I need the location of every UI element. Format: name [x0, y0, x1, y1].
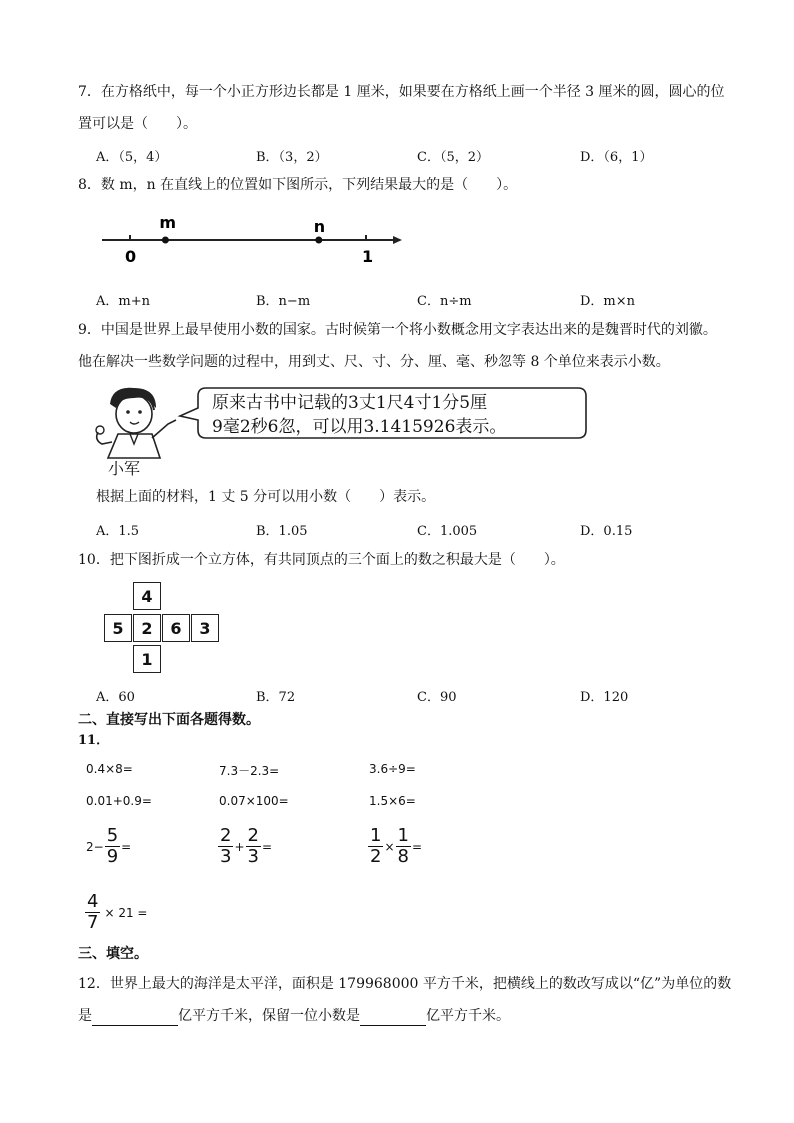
- net-face-left: 5: [104, 614, 132, 642]
- fraction-1-equals: =: [121, 839, 132, 854]
- fraction-1-whole: 2−: [86, 839, 104, 854]
- q8-option-b: B．n−m: [256, 294, 311, 309]
- calc-1: 0.4×8=: [86, 762, 133, 776]
- q8-option-c: C．n÷m: [417, 294, 472, 309]
- q9-question: 根据上面的材料，1 丈 5 分可以用小数（ ）表示。: [96, 489, 436, 505]
- calc-6: 1.5×6=: [369, 794, 416, 808]
- q12-blank-2[interactable]: [360, 1009, 426, 1026]
- q9-option-c: C．1.005: [417, 524, 478, 539]
- q10-option-a: A．60: [96, 690, 135, 705]
- bubble-line1: 原来古书中记载的3丈1尺4寸1分5厘: [212, 393, 488, 413]
- q10-line1: 10．把下图折成一个立方体，有共同顶点的三个面上的数之积最大是（ ）。: [78, 552, 565, 568]
- section3-title: 三、填空。: [78, 946, 148, 962]
- q8-option-d: D．m×n: [580, 294, 636, 309]
- q7-option-d: D．（6，1）: [580, 150, 653, 165]
- fraction-3a-denominator: 2: [370, 846, 382, 867]
- label-m: m: [159, 213, 177, 232]
- fraction-3-operator: ×: [384, 839, 395, 854]
- q10-option-c: C．90: [417, 690, 457, 705]
- q8-option-a: A．m+n: [96, 294, 150, 309]
- q12-line2: [78, 1006, 510, 1026]
- fraction-3b-denominator: 8: [397, 846, 409, 867]
- fraction-calc-4: [84, 892, 147, 933]
- calc-2: 7.3－2.3=: [219, 764, 280, 778]
- q7-option-b: B．（3，2）: [256, 150, 328, 165]
- fraction-4-numerator: 4: [87, 891, 99, 912]
- label-n: n: [313, 217, 326, 236]
- q12-blank-1[interactable]: [92, 1009, 178, 1026]
- fraction-3a-numerator: 1: [370, 825, 382, 846]
- fraction-calc-1: [86, 826, 131, 867]
- boy-figure: [96, 388, 176, 458]
- q9-option-d: D．0.15: [580, 524, 633, 539]
- fraction-3b-numerator: 1: [397, 825, 409, 846]
- fraction-4-denominator: 7: [87, 912, 99, 933]
- q10-option-d: D．120: [580, 690, 629, 705]
- q12-prefix: 是: [78, 1008, 92, 1024]
- bubble-line2: 9毫2秒6忽，可以用3.1415926表示。: [212, 417, 507, 437]
- point-n: [315, 237, 322, 244]
- q9-option-a: A．1.5: [96, 524, 140, 539]
- fraction-calc-3: [367, 826, 422, 867]
- net-face-right1: 6: [162, 614, 190, 642]
- fraction-1-numerator: 5: [106, 825, 119, 846]
- q11-number: 11．: [78, 733, 110, 748]
- q9-line1: 9．中国是世界上最早使用小数的国家。古时候第一个将小数概念用文字表达出来的是魏晋时代的刘徽。: [78, 322, 717, 338]
- xiaojun-illustration: [90, 382, 590, 478]
- fraction-2a-denominator: 3: [220, 846, 232, 867]
- fraction-3-equals: =: [411, 839, 423, 854]
- q12-suffix: 亿平方千米。: [426, 1008, 510, 1024]
- fraction-2-operator: +: [234, 839, 245, 854]
- q8-line1: 8．数 m，n 在直线上的位置如下图所示，下列结果最大的是（ ）。: [78, 177, 518, 193]
- q12-line1: 12．世界上最大的海洋是太平洋，面积是 179968000 平方千米，把横线上的数改写成以“亿”为单位的数: [78, 976, 732, 992]
- fraction-2b-denominator: 3: [247, 846, 259, 867]
- q7-line1: 7．在方格纸中，每一个小正方形边长都是 1 厘米，如果要在方格纸上画一个半径 3 厘米的圆，圆心的位: [78, 84, 725, 100]
- calc-5: 0.07×100=: [219, 794, 289, 808]
- net-face-bottom: 1: [133, 645, 161, 673]
- fraction-1-denominator: 9: [106, 846, 119, 867]
- fraction-2b-numerator: 2: [247, 825, 259, 846]
- label-zero: 0: [125, 247, 137, 266]
- q7-option-a: A．（5，4）: [96, 150, 168, 165]
- number-line-arrow: [393, 236, 402, 244]
- net-face-right2: 3: [191, 614, 219, 642]
- q7-line2: 置可以是（ ）。: [78, 116, 197, 132]
- q7-option-c: C．（5，2）: [417, 150, 489, 165]
- character-name: 小军: [108, 459, 141, 478]
- q9-option-b: B．1.05: [256, 524, 308, 539]
- fraction-4-tail: × 21 =: [104, 905, 148, 920]
- net-face-top: 4: [133, 582, 161, 610]
- q9-line2: 他在解决一些数学问题的过程中，用到丈、尺、寸、分、厘、毫、秒忽等 8 个单位来表示小数。: [78, 354, 670, 370]
- label-one: 1: [362, 247, 374, 266]
- q10-option-b: B．72: [256, 690, 296, 705]
- calc-3: 3.6÷9=: [369, 762, 416, 776]
- fraction-2-equals: =: [261, 839, 273, 854]
- fraction-calc-2: [217, 826, 272, 867]
- calc-4: 0.01+0.9=: [86, 794, 152, 808]
- section2-title: 二、直接写出下面各题得数。: [78, 712, 260, 728]
- point-m: [162, 237, 169, 244]
- net-face-center: 2: [133, 614, 161, 642]
- fraction-2a-numerator: 2: [220, 825, 232, 846]
- number-line: [96, 208, 408, 268]
- q12-middle: 亿平方千米，保留一位小数是: [178, 1008, 360, 1024]
